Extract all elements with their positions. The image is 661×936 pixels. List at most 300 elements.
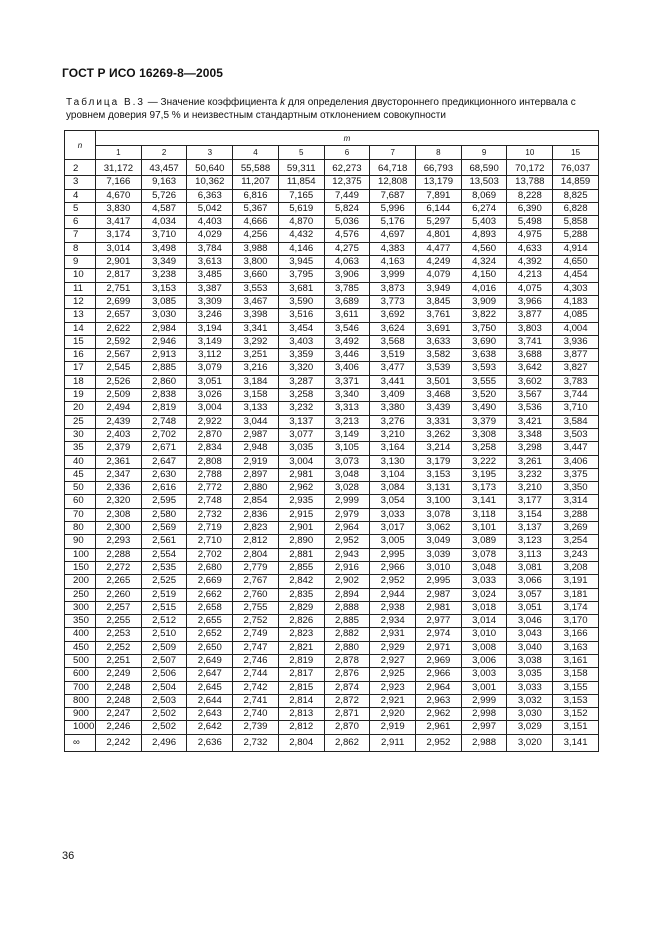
table-cell: 3,827 bbox=[553, 362, 599, 375]
header-row-group bbox=[65, 131, 599, 146]
table-cell: 3,044 bbox=[233, 415, 279, 428]
table-row bbox=[65, 535, 599, 548]
coefficient-table bbox=[64, 130, 599, 752]
table-cell: 3,101 bbox=[461, 522, 507, 535]
table-cell: 2,997 bbox=[461, 721, 507, 734]
table-cell: 4,034 bbox=[141, 216, 187, 229]
table-cell: 3,243 bbox=[553, 548, 599, 561]
table-cell: 5,367 bbox=[233, 202, 279, 215]
table-cell: 2,999 bbox=[324, 495, 370, 508]
table-row bbox=[65, 389, 599, 402]
table-cell: 8,228 bbox=[507, 189, 553, 202]
table-cell: 3,638 bbox=[461, 349, 507, 362]
table-cell: 3,375 bbox=[553, 468, 599, 481]
table-cell: 3,492 bbox=[324, 335, 370, 348]
table-cell: 3,441 bbox=[370, 375, 416, 388]
table-cell: 5,176 bbox=[370, 216, 416, 229]
table-row bbox=[65, 269, 599, 282]
table-cell: 3,800 bbox=[233, 256, 279, 269]
table-row bbox=[65, 375, 599, 388]
table-cell: 3,113 bbox=[507, 548, 553, 561]
table-cell: 3,287 bbox=[278, 375, 324, 388]
table-cell: 2,911 bbox=[370, 734, 416, 751]
table-row bbox=[65, 694, 599, 707]
table-cell: 3,030 bbox=[141, 309, 187, 322]
table-cell: 4,870 bbox=[278, 216, 324, 229]
table-cell: 2,854 bbox=[233, 495, 279, 508]
table-cell: 2,767 bbox=[233, 575, 279, 588]
table-cell: 3,048 bbox=[324, 468, 370, 481]
table-cell: 2,935 bbox=[278, 495, 324, 508]
row-label-n: 20 bbox=[65, 402, 96, 415]
row-label-n: 8 bbox=[65, 242, 96, 255]
table-cell: 3,269 bbox=[553, 522, 599, 535]
table-cell: 3,783 bbox=[553, 375, 599, 388]
table-cell: 3,568 bbox=[370, 335, 416, 348]
table-cell: 3,085 bbox=[141, 295, 187, 308]
table-cell: 2,320 bbox=[96, 495, 142, 508]
table-cell: 4,275 bbox=[324, 242, 370, 255]
table-cell: 2,984 bbox=[141, 322, 187, 335]
table-cell: 2,977 bbox=[416, 615, 462, 628]
table-cell: 3,593 bbox=[461, 362, 507, 375]
table-cell: 3,213 bbox=[324, 415, 370, 428]
table-cell: 2,981 bbox=[416, 601, 462, 614]
table-cell: 5,619 bbox=[278, 202, 324, 215]
table-cell: 3,519 bbox=[370, 349, 416, 362]
table-row bbox=[65, 641, 599, 654]
table-cell: 4,801 bbox=[416, 229, 462, 242]
table-cell: 3,262 bbox=[416, 428, 462, 441]
table-cell: 3,046 bbox=[507, 615, 553, 628]
table-cell: 3,048 bbox=[461, 561, 507, 574]
table-cell: 4,914 bbox=[553, 242, 599, 255]
column-header: 10 bbox=[507, 146, 553, 160]
table-cell: 4,150 bbox=[461, 269, 507, 282]
table-cell: 7,687 bbox=[370, 189, 416, 202]
table-cell: 2,927 bbox=[370, 654, 416, 667]
table-cell: 3,084 bbox=[370, 482, 416, 495]
table-cell: 3,602 bbox=[507, 375, 553, 388]
table-cell: 3,153 bbox=[416, 468, 462, 481]
table-cell: 3,130 bbox=[370, 455, 416, 468]
table-cell: 3,141 bbox=[461, 495, 507, 508]
table-cell: 3,349 bbox=[141, 256, 187, 269]
table-cell: 2,255 bbox=[96, 615, 142, 628]
table-cell: 12,375 bbox=[324, 176, 370, 189]
table-cell: 2,870 bbox=[187, 428, 233, 441]
table-cell: 3,033 bbox=[370, 508, 416, 521]
table-cell: 3,660 bbox=[233, 269, 279, 282]
table-cell: 3,100 bbox=[416, 495, 462, 508]
table-cell: 2,987 bbox=[233, 428, 279, 441]
table-cell: 2,719 bbox=[187, 522, 233, 535]
table-cell: 3,131 bbox=[416, 482, 462, 495]
table-cell: 3,010 bbox=[461, 628, 507, 641]
table-cell: 3,161 bbox=[553, 654, 599, 667]
row-label-n: 50 bbox=[65, 482, 96, 495]
table-row bbox=[65, 734, 599, 751]
table-cell: 3,539 bbox=[416, 362, 462, 375]
table-cell: 2,293 bbox=[96, 535, 142, 548]
table-cell: 3,033 bbox=[507, 681, 553, 694]
table-row bbox=[65, 282, 599, 295]
table-row bbox=[65, 468, 599, 481]
table-cell: 2,979 bbox=[324, 508, 370, 521]
row-label-n: 10 bbox=[65, 269, 96, 282]
table-cell: 2,643 bbox=[187, 708, 233, 721]
table-cell: 2,901 bbox=[96, 256, 142, 269]
table-cell: 2,740 bbox=[233, 708, 279, 721]
table-cell: 2,948 bbox=[233, 442, 279, 455]
table-row bbox=[65, 628, 599, 641]
table-cell: 3,184 bbox=[233, 375, 279, 388]
table-cell: 4,560 bbox=[461, 242, 507, 255]
row-label-n: 100 bbox=[65, 548, 96, 561]
table-cell: 2,510 bbox=[141, 628, 187, 641]
table-cell: 5,824 bbox=[324, 202, 370, 215]
row-label-n: 12 bbox=[65, 295, 96, 308]
table-cell: 3,750 bbox=[461, 322, 507, 335]
table-cell: 4,392 bbox=[507, 256, 553, 269]
table-cell: 2,897 bbox=[233, 468, 279, 481]
table-cell: 3,688 bbox=[507, 349, 553, 362]
table-cell: 4,085 bbox=[553, 309, 599, 322]
table-cell: 4,004 bbox=[553, 322, 599, 335]
row-label-n: 9 bbox=[65, 256, 96, 269]
table-cell: 13,503 bbox=[461, 176, 507, 189]
table-cell: 3,320 bbox=[278, 362, 324, 375]
table-cell: 3,340 bbox=[324, 389, 370, 402]
table-cell: 3,033 bbox=[461, 575, 507, 588]
table-cell: 2,881 bbox=[278, 548, 324, 561]
table-cell: 3,010 bbox=[416, 561, 462, 574]
table-cell: 4,075 bbox=[507, 282, 553, 295]
table-cell: 10,362 bbox=[187, 176, 233, 189]
table-cell: 3,208 bbox=[553, 561, 599, 574]
table-cell: 2,963 bbox=[416, 694, 462, 707]
table-row bbox=[65, 349, 599, 362]
table-cell: 11,854 bbox=[278, 176, 324, 189]
table-cell: 3,624 bbox=[370, 322, 416, 335]
table-cell: 3,936 bbox=[553, 335, 599, 348]
table-cell: 3,288 bbox=[553, 508, 599, 521]
table-row bbox=[65, 402, 599, 415]
table-cell: 2,569 bbox=[141, 522, 187, 535]
table-cell: 2,246 bbox=[96, 721, 142, 734]
table-cell: 3,216 bbox=[233, 362, 279, 375]
row-label-n: 600 bbox=[65, 668, 96, 681]
table-cell: 3,030 bbox=[507, 708, 553, 721]
table-cell: 2,247 bbox=[96, 708, 142, 721]
table-cell: 3,163 bbox=[553, 641, 599, 654]
table-cell: 2,512 bbox=[141, 615, 187, 628]
table-cell: 2,819 bbox=[141, 402, 187, 415]
table-cell: 3,613 bbox=[187, 256, 233, 269]
table-row bbox=[65, 362, 599, 375]
table-cell: 2,995 bbox=[416, 575, 462, 588]
caption-dash: — Значение коэффициента bbox=[145, 97, 281, 108]
table-cell: 2,658 bbox=[187, 601, 233, 614]
table-cell: 2,742 bbox=[233, 681, 279, 694]
row-label-n: 700 bbox=[65, 681, 96, 694]
row-label-n: ∞ bbox=[65, 734, 96, 751]
table-cell: 2,913 bbox=[141, 349, 187, 362]
table-cell: 3,348 bbox=[507, 428, 553, 441]
table-cell: 55,588 bbox=[233, 160, 279, 176]
table-cell: 3,485 bbox=[187, 269, 233, 282]
table-cell: 2,772 bbox=[187, 482, 233, 495]
row-label-n: 7 bbox=[65, 229, 96, 242]
table-cell: 2,616 bbox=[141, 482, 187, 495]
table-cell: 2,494 bbox=[96, 402, 142, 415]
table-cell: 68,590 bbox=[461, 160, 507, 176]
table-cell: 2,964 bbox=[416, 681, 462, 694]
table-cell: 2,347 bbox=[96, 468, 142, 481]
table-cell: 2,874 bbox=[324, 681, 370, 694]
table-cell: 2,894 bbox=[324, 588, 370, 601]
table-cell: 2,732 bbox=[187, 508, 233, 521]
table-cell: 2,260 bbox=[96, 588, 142, 601]
table-cell: 3,341 bbox=[233, 322, 279, 335]
table-cell: 2,592 bbox=[96, 335, 142, 348]
table-cell: 3,004 bbox=[187, 402, 233, 415]
table-cell: 2,952 bbox=[324, 535, 370, 548]
table-cell: 3,133 bbox=[233, 402, 279, 415]
table-cell: 2,834 bbox=[187, 442, 233, 455]
table-cell: 2,595 bbox=[141, 495, 187, 508]
table-row bbox=[65, 455, 599, 468]
table-cell: 2,919 bbox=[233, 455, 279, 468]
table-cell: 3,371 bbox=[324, 375, 370, 388]
table-cell: 4,324 bbox=[461, 256, 507, 269]
table-cell: 2,823 bbox=[278, 628, 324, 641]
table-row bbox=[65, 588, 599, 601]
row-label-n: 500 bbox=[65, 654, 96, 667]
table-cell: 2,876 bbox=[324, 668, 370, 681]
row-label-n: 60 bbox=[65, 495, 96, 508]
table-cell: 2,647 bbox=[187, 668, 233, 681]
table-cell: 2,739 bbox=[233, 721, 279, 734]
table-cell: 3,516 bbox=[278, 309, 324, 322]
table-cell: 3,057 bbox=[507, 588, 553, 601]
table-cell: 2,669 bbox=[187, 575, 233, 588]
table-row bbox=[65, 428, 599, 441]
table-cell: 3,141 bbox=[553, 734, 599, 751]
table-cell: 2,509 bbox=[96, 389, 142, 402]
table-row bbox=[65, 256, 599, 269]
col-group-header-m: m bbox=[96, 131, 599, 146]
table-cell: 3,454 bbox=[278, 322, 324, 335]
table-cell: 2,813 bbox=[278, 708, 324, 721]
table-cell: 2,902 bbox=[324, 575, 370, 588]
table-cell: 4,256 bbox=[233, 229, 279, 242]
table-cell: 2,882 bbox=[324, 628, 370, 641]
table-cell: 3,446 bbox=[324, 349, 370, 362]
table-cell: 3,785 bbox=[324, 282, 370, 295]
table-cell: 4,650 bbox=[553, 256, 599, 269]
table-cell: 2,938 bbox=[370, 601, 416, 614]
table-cell: 2,526 bbox=[96, 375, 142, 388]
table-cell: 2,630 bbox=[141, 468, 187, 481]
table-cell: 2,746 bbox=[233, 654, 279, 667]
table-cell: 3,553 bbox=[233, 282, 279, 295]
table-cell: 2,952 bbox=[370, 575, 416, 588]
table-cell: 3,555 bbox=[461, 375, 507, 388]
table-head bbox=[65, 131, 599, 160]
table-cell: 3,066 bbox=[507, 575, 553, 588]
table-cell: 6,390 bbox=[507, 202, 553, 215]
table-cell: 2,988 bbox=[461, 734, 507, 751]
table-cell: 3,238 bbox=[141, 269, 187, 282]
table-row bbox=[65, 508, 599, 521]
table-cell: 2,248 bbox=[96, 681, 142, 694]
table-cell: 2,919 bbox=[370, 721, 416, 734]
table-cell: 3,008 bbox=[461, 641, 507, 654]
table-cell: 2,812 bbox=[233, 535, 279, 548]
table-cell: 2,962 bbox=[416, 708, 462, 721]
row-label-n: 40 bbox=[65, 455, 96, 468]
table-cell: 2,252 bbox=[96, 641, 142, 654]
table-cell: 3,077 bbox=[278, 428, 324, 441]
table-cell: 2,836 bbox=[233, 508, 279, 521]
table-cell: 3,191 bbox=[553, 575, 599, 588]
table-cell: 3,447 bbox=[553, 442, 599, 455]
table-cell: 3,166 bbox=[553, 628, 599, 641]
table-cell: 3,546 bbox=[324, 322, 370, 335]
table-row bbox=[65, 189, 599, 202]
table-cell: 3,054 bbox=[370, 495, 416, 508]
table-row bbox=[65, 295, 599, 308]
table-cell: 3,795 bbox=[278, 269, 324, 282]
table-cell: 2,862 bbox=[324, 734, 370, 751]
table-cell: 2,888 bbox=[324, 601, 370, 614]
table-cell: 59,311 bbox=[278, 160, 324, 176]
table-cell: 3,387 bbox=[187, 282, 233, 295]
table-cell: 3,468 bbox=[416, 389, 462, 402]
row-label-n: 450 bbox=[65, 641, 96, 654]
table-row bbox=[65, 242, 599, 255]
table-cell: 6,144 bbox=[416, 202, 462, 215]
table-cell: 3,421 bbox=[507, 415, 553, 428]
table-cell: 4,454 bbox=[553, 269, 599, 282]
table-row bbox=[65, 176, 599, 189]
table-cell: 2,969 bbox=[416, 654, 462, 667]
table-cell: 43,457 bbox=[141, 160, 187, 176]
table-cell: 3,028 bbox=[324, 482, 370, 495]
table-cell: 66,793 bbox=[416, 160, 462, 176]
table-cell: 2,943 bbox=[324, 548, 370, 561]
table-cell: 3,232 bbox=[507, 468, 553, 481]
table-cell: 2,842 bbox=[278, 575, 324, 588]
table-cell: 4,975 bbox=[507, 229, 553, 242]
table-cell: 3,214 bbox=[416, 442, 462, 455]
table-cell: 3,691 bbox=[416, 322, 462, 335]
table-cell: 2,760 bbox=[233, 588, 279, 601]
table-cell: 2,961 bbox=[416, 721, 462, 734]
table-cell: 3,001 bbox=[461, 681, 507, 694]
row-label-n: 45 bbox=[65, 468, 96, 481]
table-row bbox=[65, 415, 599, 428]
table-cell: 3,151 bbox=[553, 721, 599, 734]
table-cell: 3,254 bbox=[553, 535, 599, 548]
table-cell: 2,248 bbox=[96, 694, 142, 707]
table-cell: 3,078 bbox=[461, 548, 507, 561]
table-cell: 3,073 bbox=[324, 455, 370, 468]
table-cell: 3,258 bbox=[461, 442, 507, 455]
table-cell: 2,974 bbox=[416, 628, 462, 641]
table-cell: 2,878 bbox=[324, 654, 370, 667]
table-cell: 2,860 bbox=[141, 375, 187, 388]
table-cell: 3,398 bbox=[233, 309, 279, 322]
table-cell: 3,014 bbox=[461, 615, 507, 628]
table-cell: 3,035 bbox=[507, 668, 553, 681]
table-cell: 3,906 bbox=[324, 269, 370, 282]
table-row bbox=[65, 160, 599, 176]
table-cell: 3,062 bbox=[416, 522, 462, 535]
table-cell: 14,859 bbox=[553, 176, 599, 189]
table-cell: 2,655 bbox=[187, 615, 233, 628]
table-cell: 3,123 bbox=[507, 535, 553, 548]
table-cell: 5,288 bbox=[553, 229, 599, 242]
table-cell: 2,748 bbox=[187, 495, 233, 508]
table-cell: 3,359 bbox=[278, 349, 324, 362]
table-cell: 2,922 bbox=[187, 415, 233, 428]
table-cell: 2,504 bbox=[141, 681, 187, 694]
table-cell: 3,137 bbox=[278, 415, 324, 428]
table-cell: 3,026 bbox=[187, 389, 233, 402]
table-cell: 4,477 bbox=[416, 242, 462, 255]
table-cell: 2,755 bbox=[233, 601, 279, 614]
table-cell: 2,838 bbox=[141, 389, 187, 402]
table-cell: 3,004 bbox=[278, 455, 324, 468]
row-label-n: 30 bbox=[65, 428, 96, 441]
table-row bbox=[65, 335, 599, 348]
table-cell: 3,051 bbox=[507, 601, 553, 614]
row-label-n: 18 bbox=[65, 375, 96, 388]
table-cell: 3,170 bbox=[553, 615, 599, 628]
table-row bbox=[65, 322, 599, 335]
row-label-n: 6 bbox=[65, 216, 96, 229]
table-cell: 2,966 bbox=[370, 561, 416, 574]
table-cell: 2,257 bbox=[96, 601, 142, 614]
row-label-n: 150 bbox=[65, 561, 96, 574]
table-cell: 2,515 bbox=[141, 601, 187, 614]
table-cell: 2,995 bbox=[370, 548, 416, 561]
table-cell: 2,885 bbox=[141, 362, 187, 375]
table-cell: 6,816 bbox=[233, 189, 279, 202]
table-cell: 2,804 bbox=[278, 734, 324, 751]
table-cell: 5,036 bbox=[324, 216, 370, 229]
table-cell: 2,702 bbox=[187, 548, 233, 561]
table-cell: 2,251 bbox=[96, 654, 142, 667]
table-cell: 3,520 bbox=[461, 389, 507, 402]
table-cell: 3,611 bbox=[324, 309, 370, 322]
table-cell: 3,051 bbox=[187, 375, 233, 388]
table-cell: 2,890 bbox=[278, 535, 324, 548]
table-cell: 3,945 bbox=[278, 256, 324, 269]
table-cell: 2,747 bbox=[233, 641, 279, 654]
column-header: 4 bbox=[233, 146, 279, 160]
table-cell: 2,788 bbox=[187, 468, 233, 481]
table-cell: 2,265 bbox=[96, 575, 142, 588]
table-cell: 3,003 bbox=[461, 668, 507, 681]
table-cell: 3,582 bbox=[416, 349, 462, 362]
table-cell: 2,622 bbox=[96, 322, 142, 335]
table-cell: 5,042 bbox=[187, 202, 233, 215]
table-cell: 3,380 bbox=[370, 402, 416, 415]
table-cell: 2,744 bbox=[233, 668, 279, 681]
